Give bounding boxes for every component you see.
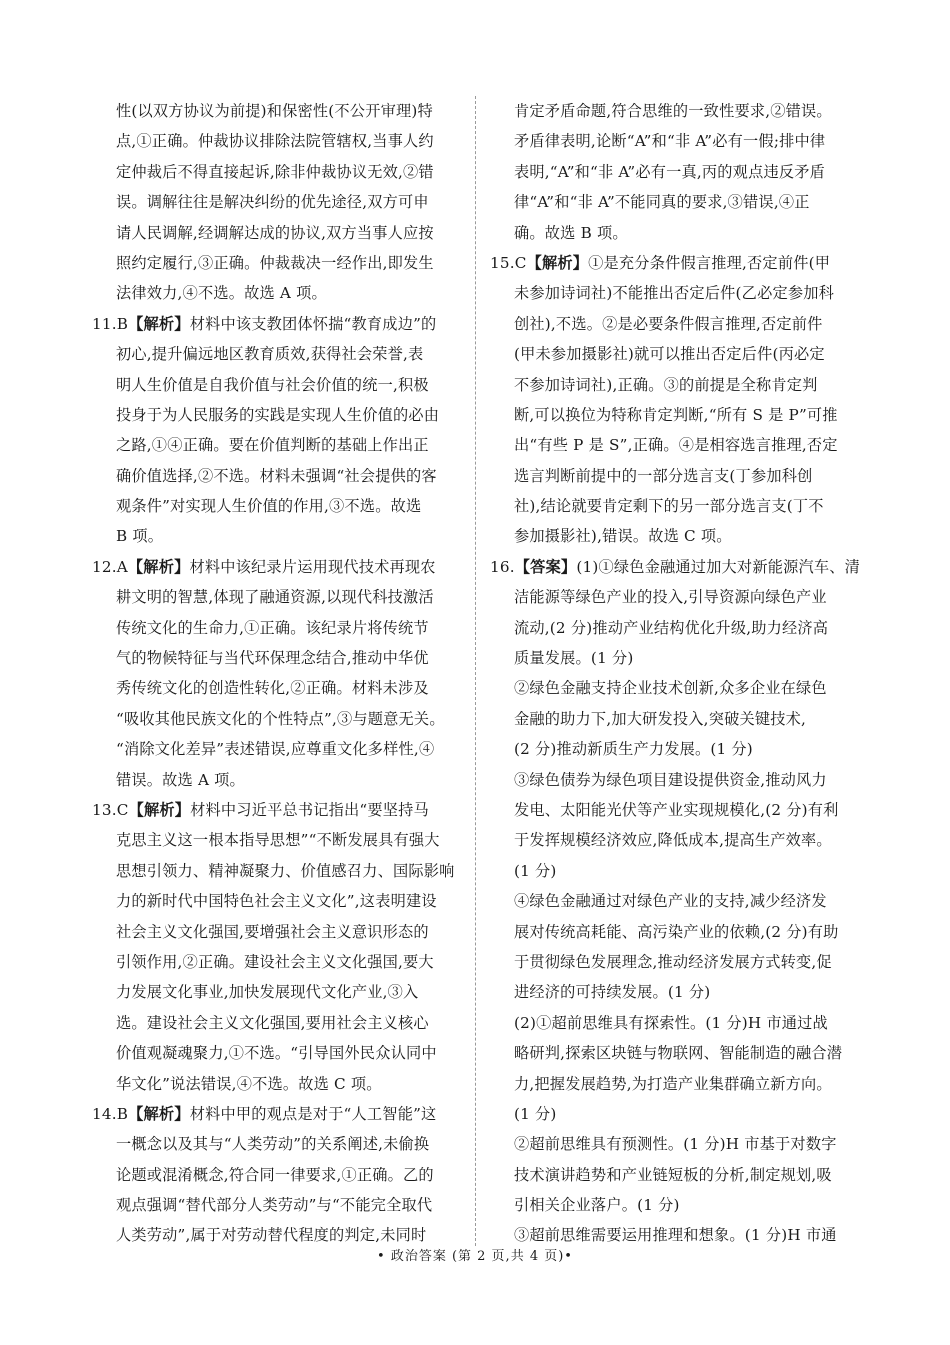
- answer-text-line: 材料中甲的观点是对于“人工智能”这: [189, 1104, 437, 1123]
- answer-text-line: 照约定履行,③正确。仲裁裁决一经作出,即发生: [116, 253, 434, 272]
- answer-text-line: 力的新时代中国特色社会主义文化”,这表明建设: [116, 892, 437, 911]
- answer-text-line: ③超前思维需要运用推理和想象。(1 分)H 市通: [514, 1226, 837, 1245]
- answer-text-line: 初心,提升偏远地区教育质效,获得社会荣誉,表: [116, 345, 424, 364]
- question-number: 15.C: [490, 253, 527, 272]
- answer-text-line: 不参加诗词社),正确。③的前提是全称肯定判: [514, 375, 818, 394]
- question-number: 13.C: [92, 800, 129, 819]
- answer-text-line: 之路,①④正确。要在价值判断的基础上作出正: [116, 436, 429, 455]
- answer-text-line: 思想引领力、精神凝聚力、价值感召力、国际影响: [116, 861, 455, 880]
- analysis-tag: 【解析】: [526, 253, 589, 272]
- answer-item: [92, 1099, 464, 1251]
- column-divider: [475, 96, 476, 1246]
- answer-text-line: “吸收其他民族文化的个性特点”,③与题意无关。: [116, 709, 445, 728]
- answer-text-line: 明人生价值是自我价值与社会价值的统一,积极: [116, 375, 429, 394]
- answer-text-line: 误。调解往往是解决纠纷的优先途径,双方可申: [116, 193, 429, 212]
- right-column: [490, 96, 862, 1251]
- answer-text-line: 价值观凝魂聚力,①不选。“引导国外民众认同中: [116, 1044, 437, 1063]
- answer-text-line: 确。故选 B 项。: [514, 223, 628, 242]
- analysis-tag: 【解析】: [127, 557, 190, 576]
- answer-text-line: (2)①超前思维具有探索性。(1 分)H 市通过战: [514, 1013, 828, 1032]
- page-footer: • 政治答案 (第 2 页,共 4 页)•: [377, 1249, 573, 1264]
- answer-text-line: 引领作用,②正确。建设社会主义文化强国,要大: [116, 952, 434, 971]
- answer-text-line: (2 分)推动新质生产力发展。(1 分): [514, 740, 753, 759]
- answer-text-line: “消除文化差异”表述错误,应尊重文化多样性,④: [116, 740, 435, 759]
- answer-text-line: 性(以双方协议为前提)和保密性(不公开审理)特: [116, 102, 433, 120]
- answer-text-line: 论题或混淆概念,符合同一律要求,①正确。乙的: [116, 1165, 434, 1184]
- answer-text-line: 技术演讲趋势和产业链短板的分析,制定规划,吸: [514, 1165, 832, 1184]
- answer-text-line: 创社),不选。②是必要条件假言推理,否定前件: [514, 314, 823, 333]
- answer-text-line: 力发展文化事业,加快发展现代文化产业,③入: [116, 983, 419, 1002]
- answer-text-line: 观点强调“替代部分人类劳动”与“不能完全取代: [116, 1196, 433, 1215]
- question-number: 11.B: [92, 314, 129, 333]
- answer-text-line: 质量发展。(1 分): [514, 649, 634, 668]
- answer-text-line: 社会主义文化强国,要增强社会主义意识形态的: [116, 922, 429, 941]
- answer-text-line: B 项。: [116, 527, 164, 546]
- answer-text-line: 肯定矛盾命题,符合思维的一致性要求,②错误。: [514, 102, 832, 120]
- answer-text-line: (1 分): [514, 861, 557, 880]
- answer-text-line: 发电、太阳能光伏等产业实现规模化,(2 分)有利: [514, 800, 839, 819]
- answer-text-line: 秀传统文化的创造性转化,②正确。材料未涉及: [116, 679, 429, 698]
- answer-text-line: ③绿色债券为绿色项目建设提供资金,推动风力: [514, 770, 827, 789]
- analysis-tag: 【答案】: [514, 557, 577, 576]
- answer-text-line: 投身于为人民服务的实践是实现人生价值的必由: [116, 405, 440, 424]
- question-number: 14.B: [92, 1104, 129, 1123]
- analysis-tag: 【解析】: [128, 314, 190, 333]
- answer-text-line: 传统文化的生命力,①正确。该纪录片将传统节: [116, 618, 429, 637]
- answer-text-line: 选言判断前提中的一部分选言支(丁参加科创: [514, 466, 813, 485]
- answer-text-line: (1 分): [514, 1104, 557, 1123]
- answer-text-line: 请人民调解,经调解达成的协议,双方当事人应按: [116, 223, 434, 242]
- left-column: [92, 96, 464, 1251]
- answer-text-line: 洁能源等绿色产业的投入,引导资源向绿色产业: [514, 588, 827, 607]
- answer-text-line: 于发挥规模经济效应,降低成本,提高生产效率。: [514, 831, 832, 850]
- answer-text-line: ②超前思维具有预测性。(1 分)H 市基于对数字: [514, 1135, 837, 1154]
- answer-text-line: 耕文明的智慧,体现了融通资源,以现代科技激活: [116, 588, 434, 607]
- answer-item: [490, 552, 862, 1251]
- answer-text-line: 错误。故选 A 项。: [116, 770, 245, 789]
- answer-text-line: 未参加诗词社)不能推出否定后件(乙必定参加科: [514, 284, 835, 303]
- answer-text-line: 矛盾律表明,论断“A”和“非 A”必有一假;排中律: [514, 132, 826, 151]
- answer-text-line: 参加摄影社),错误。故选 C 项。: [514, 527, 732, 546]
- answer-continuation: [490, 96, 862, 248]
- answer-text-line: 出“有些 P 是 S”,正确。④是相容选言推理,否定: [514, 436, 838, 455]
- answer-text-line: 金融的助力下,加大研发投入,突破关键技术,: [514, 709, 807, 728]
- answer-text-line: 断,可以换位为特称肯定判断,“所有 S 是 P”可推: [514, 405, 838, 424]
- answer-text-line: 观条件”对实现人生价值的作用,③不选。故选: [116, 497, 422, 516]
- question-number: 16.: [490, 557, 515, 576]
- answer-text-line: 展对传统高耗能、高污染产业的依赖,(2 分)有助: [514, 922, 839, 941]
- answer-text-line: 确价值选择,②不选。材料未强调“社会提供的客: [116, 466, 437, 485]
- answer-text-line: (1)①绿色金融通过加大对新能源汽车、清: [576, 557, 861, 576]
- answer-text-line: ④绿色金融通过对绿色产业的支持,减少经济发: [514, 892, 827, 911]
- analysis-tag: 【解析】: [128, 1104, 190, 1123]
- answer-text-line: ②绿色金融支持企业技术创新,众多企业在绿色: [514, 679, 827, 698]
- answer-text-line: ①是充分条件假言推理,否定前件(甲: [588, 253, 831, 272]
- question-number: 12.A: [92, 557, 128, 576]
- analysis-tag: 【解析】: [128, 800, 191, 819]
- answer-text-line: 表明,“A”和“非 A”必有一真,丙的观点违反矛盾: [514, 162, 826, 181]
- answer-text-line: 法律效力,④不选。故选 A 项。: [116, 284, 327, 303]
- answer-text-line: 律“A”和“非 A”不能同真的要求,③错误,④正: [514, 193, 810, 212]
- answer-text-line: 材料中该纪录片运用现代技术再现农: [189, 557, 436, 576]
- answer-text-line: 材料中该支教团体怀揣“教育成边”的: [189, 314, 437, 333]
- answer-text-line: 社),结论就要肯定剩下的另一部分选言支(丁不: [514, 497, 824, 516]
- answer-item: [92, 309, 464, 552]
- answer-item: [92, 552, 464, 795]
- answer-text-line: 引相关企业落户。(1 分): [514, 1196, 680, 1215]
- answer-text-line: 人类劳动”,属于对劳动替代程度的判定,未同时: [116, 1226, 427, 1245]
- answer-continuation: [92, 96, 464, 309]
- answer-text-line: 选。建设社会主义文化强国,要用社会主义核心: [116, 1013, 429, 1032]
- answer-text-line: 于贯彻绿色发展理念,推动经济发展方式转变,促: [514, 952, 832, 971]
- answer-text-line: 进经济的可持续发展。(1 分): [514, 983, 711, 1002]
- answer-text-line: 点,①正确。仲裁协议排除法院管辖权,当事人约: [116, 132, 434, 151]
- answer-item: [490, 248, 862, 552]
- answer-text-line: 气的物候特征与当代环保理念结合,推动中华优: [116, 649, 429, 668]
- answer-text-line: 克思主义这一根本指导思想”“不断发展具有强大: [116, 831, 440, 850]
- answer-text-line: 材料中习近平总书记指出“要坚持马: [190, 800, 429, 819]
- answer-text-line: 一概念以及其与“人类劳动”的关系阐述,未偷换: [116, 1135, 430, 1154]
- answer-text-line: (甲未参加摄影社)就可以推出否定后件(丙必定: [514, 345, 825, 364]
- answer-text-line: 略研判,探索区块链与物联网、智能制造的融合潜: [514, 1044, 843, 1063]
- answer-item: [92, 795, 464, 1099]
- answer-text-line: 华文化”说法错误,④不选。故选 C 项。: [116, 1074, 382, 1093]
- answer-text-line: 流动,(2 分)推动产业结构优化升级,助力经济高: [514, 618, 829, 637]
- answer-text-line: 力,把握发展趋势,为打造产业集群确立新方向。: [514, 1074, 832, 1093]
- answer-text-line: 定仲裁后不得直接起诉,除非仲裁协议无效,②错: [116, 162, 434, 181]
